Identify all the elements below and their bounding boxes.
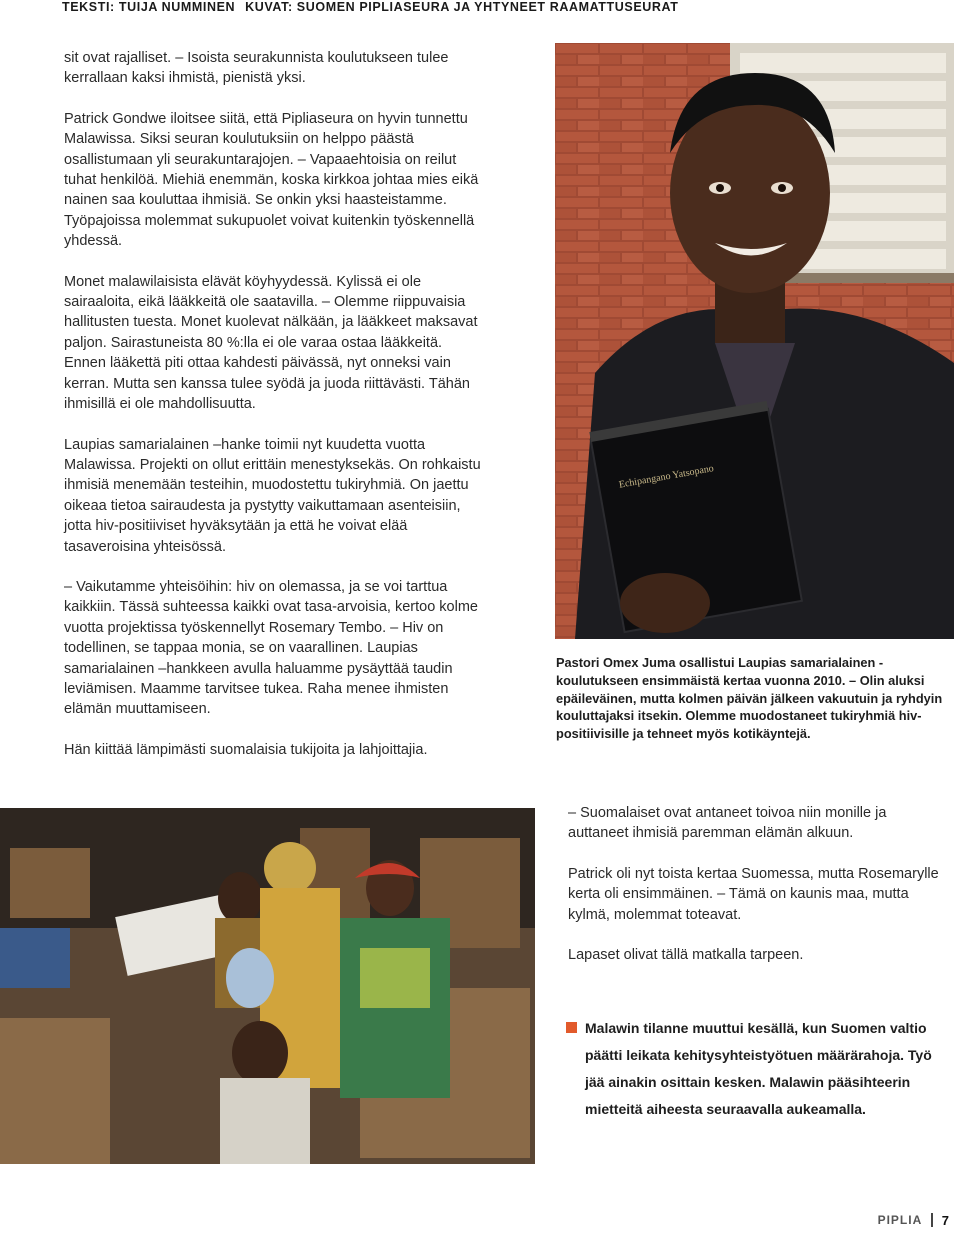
paragraph: Monet malawilaisista elävät köyhyydessä. Kylissä ei ole sairaaloita, eikä lääkkeitä ole saatavilla. – Olemme riippuvaisia hallitusten tuesta. Monet kuolevat nälkään, ja lääkkeet maksavat paljon. Sairastuneista 80 %:lla ei ole varaa ostaa lääkkeitä. Ennen lääkettä piti ottaa kahdesti päivässä, nyt onneksi vain kerran. Mutta sen kanssa tulee syödä ja juoda riittävästi. Tähän ihmisillä ei ole mahdollisuutta. — [64, 273, 478, 413]
group-photo-illustration — [0, 808, 535, 1164]
callout-box — [566, 1015, 950, 1123]
group-photo — [0, 808, 535, 1164]
book-title: Echipangano Yatsopano — [618, 463, 715, 491]
magazine-name: PIPLIA — [877, 1213, 923, 1227]
page-header — [62, 0, 678, 16]
photo-caption: Pastori Omex Juma osallistui Laupias samarialainen -koulutukseen ensimmäistä kertaa vuonna 2010. – Olin aluksi epäileväinen, mutta kolmen päivän jälkeen vakuutuin ja ryhdyin kouluttajaksi itsekin. Olemme muodostaneet tukiryhmiä hiv-positiivisille ja tehneet myös kotikäyntejä. — [556, 655, 943, 742]
right-article-column — [568, 803, 948, 985]
photo-credit: KUVAT: SUOMEN PIPLIASEURA JA YHTYNEET RAAMATTUSEURAT — [245, 0, 679, 14]
left-article-column — [64, 48, 484, 780]
square-bullet-icon — [566, 1022, 577, 1033]
paragraph: sit ovat rajalliset. – Isoista seurakunnista koulutukseen tulee kerrallaan kaksi ihmistä, pienistä yksi. — [64, 50, 449, 87]
paragraph: – Suomalaiset ovat antaneet toivoa niin monille ja auttaneet ihmisiä paremman elämän alkuun. — [568, 805, 887, 842]
paragraph: Patrick Gondwe iloitsee siitä, että Pipliaseura on hyvin tunnettu Malawissa. Siksi seuran koulutuksiin on helppo päästä osallistumaan yli seurakuntarajojen. – Vapaaehtoisia on reilut tuhat henkilöä. Miehiä enemmän, koska kirkkoa johtaa mies eikä nainen saa kouluttaa ihmisiä. Se onkin yksi haasteistamme. Työpajoissa molemmat sukupuolet voivat kuitenkin työskennellä yhdessä. — [64, 110, 479, 250]
footer-divider — [931, 1213, 933, 1227]
paragraph: Laupias samarialainen –hanke toimii nyt kuudetta vuotta Malawissa. Projekti on ollut erittäin menestyksekäs. On rohkaistu ihmisiä menemään testeihin, muodostettu tukiryhmiä. On jaettu oikeaa tietoa sairaudesta ja pystytty vaikuttamaan asenteisiin, jotta hiv-positiiviset hyväksytään ja että he voivat elää tasaveroisina yhteisössä. — [64, 436, 481, 555]
page-number: 7 — [941, 1212, 950, 1228]
paragraph: Patrick oli nyt toista kertaa Suomessa, mutta Rosemarylle kerta oli ensimmäinen. – Tämä on kaunis maa, mutta kylmä, molemmat toteavat. — [568, 865, 939, 923]
callout-text: Malawin tilanne muuttui kesällä, kun Suomen valtio päätti leikata kehitysyhteistyötuen määrärahoja. Työ jää ainakin osittain kesken. Malawin pääsihteerin mietteitä aiheesta seuraavalla aukeamalla. — [585, 1020, 932, 1117]
paragraph: Lapaset olivat tällä matkalla tarpeen. — [568, 947, 804, 964]
page-footer — [878, 1210, 950, 1230]
paragraph: – Vaikutamme yhteisöihin: hiv on olemassa, ja se voi tarttua kaikkiin. Tässä suhteessa kaikki ovat tasa-arvoisia, kertoo kolme vuotta projektissa työskennellyt Rosemary Tembo. – Hiv on todellinen, se tappaa monia, se on vaarallinen. Laupias samarialainen –hankkeen avulla haluamme pysäyttää taudin leviämisen. Maamme tarvitsee tukea. Raha menee ihmisten elämän muuttamiseen. — [64, 578, 478, 718]
portrait-photo-illustration — [555, 43, 954, 639]
text-credit: TEKSTI: TUIJA NUMMINEN — [62, 0, 236, 14]
portrait-photo — [555, 43, 954, 639]
paragraph: Hän kiittää lämpimästi suomalaisia tukijoita ja lahjoittajia. — [64, 741, 428, 758]
